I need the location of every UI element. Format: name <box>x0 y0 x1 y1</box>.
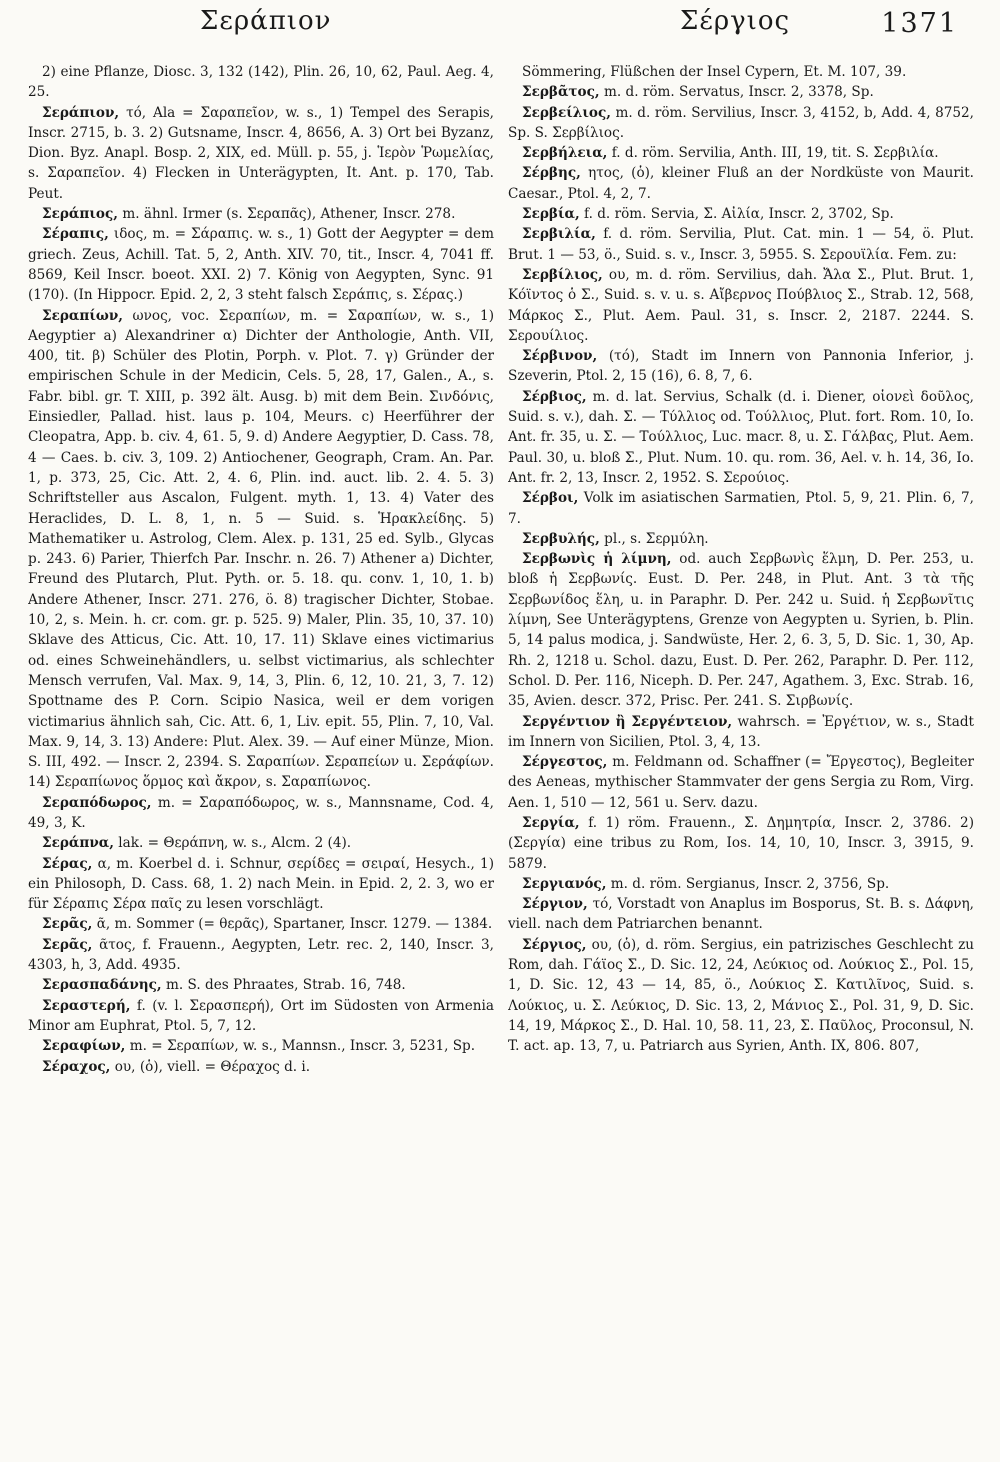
entry-headword: Σερᾶς, <box>42 936 93 953</box>
entry-headword: Σεργέντιον ἢ Σεργέντειον, <box>522 713 733 730</box>
entry-text: ητος, (ὁ), kleiner Fluß an der Nordküste von Maurit. Caesar., Ptol. 4, 2, 7. <box>508 165 974 202</box>
entry-headword: Σερβᾶτος, <box>522 84 600 101</box>
dictionary-entry <box>28 914 494 934</box>
entry-headword: Σερβίλιος, <box>522 266 603 283</box>
entry-headword: Σέρβοι, <box>522 490 579 507</box>
left-guide-word: Σεράπιον <box>200 6 332 36</box>
entry-headword: Σέραχος, <box>42 1058 111 1075</box>
entry-text: ου, (ὁ), viell. = Θέραχος d. i. <box>114 1058 311 1075</box>
entry-headword: Σερβείλιος, <box>522 104 611 121</box>
dictionary-entry <box>508 204 974 224</box>
dictionary-entry <box>508 265 974 346</box>
entry-text: τό, Ala = Σαραπεῖον, w. s., 1) Tempel des Serapis, Inscr. 2715, b. 3. 2) Gutsname, Inscr. 4, 8656, A. 3) Ort bei Byzanz, Dion. Byz. Anapl. Bosp. 2, XIX, ed. Müll. p. 55, j. Ἱερὸν Ῥωμελίας, s. Σαραπεῖον. 4) Flecken in Unterägypten, It. Ant. p. 170, Tab. Peut. <box>28 104 494 202</box>
entry-text: (τό), Stadt im Innern von Pannonia Inferior, j. Szeverin, Ptol. 2, 15 (16), 6. 8, 7, 6. <box>508 348 974 385</box>
entry-headword: Σέρβης, <box>522 165 581 182</box>
entry-headword: Σερβωνὶς ἡ λίμνη, <box>522 551 672 568</box>
entry-text: m. Feldmann od. Schaffner (= Ἔργεστος), Begleiter des Aeneas, mythischer Stammvater der gens Sergia zu Rom, Virg. Aen. 1, 510 — 12, 561 u. Serv. dazu. <box>508 754 974 811</box>
dictionary-entry <box>28 935 494 976</box>
dictionary-entry <box>508 813 974 874</box>
dictionary-entry <box>28 204 494 224</box>
entry-headword: Σεργιανός, <box>522 875 607 892</box>
entry-text: m. = Σαραπόδωρος, w. s., Mannsname, Cod. 4, 49, 3, K. <box>28 794 494 831</box>
dictionary-entry <box>28 975 494 995</box>
dictionary-entry <box>28 224 494 305</box>
entry-text: m. ähnl. Irmer (s. Σεραπᾶς), Athener, Inscr. 278. <box>122 206 456 223</box>
page-number: 1371 <box>881 8 958 39</box>
entry-headword: Σεραπόδωρος, <box>42 794 152 811</box>
entry-headword: Σεργία, <box>522 814 580 831</box>
entry-headword: Σεράπνα, <box>42 835 114 852</box>
dictionary-entry <box>508 549 974 711</box>
entry-headword: Σέργιον, <box>522 896 588 913</box>
entry-text: Volk im asiatischen Sarmatien, Ptol. 5, 9, 21. Plin. 6, 7, 7. <box>508 490 974 527</box>
entry-text: m. S. des Phraates, Strab. 16, 748. <box>166 977 406 994</box>
entry-headword: Σέραπις, <box>42 226 109 243</box>
entry-headword: Σερβυλής, <box>522 530 600 547</box>
dictionary-entry <box>28 103 494 204</box>
entry-text: f. d. röm. Servia, Σ. Αἰλία, Inscr. 2, 3702, Sp. <box>584 206 894 223</box>
entry-text: Sömmering, Flüßchen der Insel Cypern, Et. M. 107, 39. <box>522 64 907 80</box>
entry-text: f. d. röm. Servilia, Plut. Cat. min. 1 — 54, ö. Plut. Brut. 1 — 53, ö., Suid. s. v., Inscr. 3, 5955. S. Σερουϊλία. Fem. zu: <box>508 226 974 263</box>
entry-text: m. d. lat. Servius, Schalk (d. i. Diener, οἱονεὶ δοῦλος, Suid. s. v.), dah. Σ. — Τύλλιος od. Τούλλιος, Plut. fort. Rom. 10, Io. Ant. fr. 35, u. Σ. — Τούλλιος, Luc. macr. 8, u. Σ. Γάλβας, Plut. Aem. Paul. 30, u. bloß Σ., Plut. Num. 10. qu. rom. 36, Ael. v. h. 14, 36, Io. Ant. fr. 2, 13, Inscr. 2, 1952. S. Σερούιος. <box>508 388 974 486</box>
dictionary-entry <box>508 935 974 1057</box>
entry-text: f. 1) röm. Frauenn., Σ. Δημητρία, Inscr. 2, 3786. 2) (Σεργία) eine tribus zu Rom, Ios. 14, 10, 10, Inscr. 3, 3915, 9. 5879. <box>508 814 974 872</box>
dictionary-entry <box>508 894 974 935</box>
entry-text: m. d. röm. Sergianus, Inscr. 2, 3756, Sp. <box>610 875 890 892</box>
entry-text: od. auch Σερβωνὶς ἕλμη, D. Per. 253, u. bloß ἡ Σερβωνίς. Eust. D. Per. 248, in Plut. Ant. 3 τὰ τῆς Σερβωνίδος ἕλη, u. in Paraphr. D. Per. 242 u. Suid. ἡ Σερβωνῖτις λίμνη, See Unterägyptens, Grenze von Aegypten u. Syrien, b. Plin. 5, 14 palus modica, j. Sandwüste, Her. 2, 6. 3, 5, D. Sic. 1, 30, Ap. Rh. 2, 1218 u. Schol. dazu, Eust. D. Per. 262, Paraphr. D. Per. 112, Schol. D. Per. 116, Niceph. D. Per. 247, Agathem. 3, Exc. Strab. 16, 35, Avien. descr. 372, Prisc. Per. 241. S. Σιρβωνίς. <box>508 551 974 710</box>
entry-text: f. (v. l. Σερασπερή), Ort im Südosten von Armenia Minor am Euphrat, Ptol. 5, 7, 12. <box>28 997 494 1034</box>
dictionary-entry <box>28 306 494 793</box>
entry-headword: Σέργιος, <box>522 936 587 953</box>
entry-text: ιδος, m. = Σάραπις. w. s., 1) Gott der Aegypter = dem griech. Zeus, Achill. Tat. 5, 2, Anth. XIV. 70, tit., Inscr. 4, 7041 ff. 8569, Keil Inscr. boeot. XXI. 2) 7. König von Aegypten, Sync. 91 (170). (In Hippocr. Epid. 2, 2, 3 steht falsch Σεράπις, s. Σέρας.) <box>28 226 494 304</box>
entry-headword: Σερβήλεια, <box>522 145 608 162</box>
entry-headword: Σερᾶς, <box>42 916 93 933</box>
dictionary-entry <box>508 712 974 753</box>
dictionary-entry <box>508 62 974 82</box>
dictionary-entry <box>508 163 974 204</box>
dictionary-entry <box>508 346 974 387</box>
dictionary-entry <box>508 82 974 102</box>
left-column <box>28 62 494 1458</box>
entry-text: τό, Vorstadt von Anaplus im Bosporus, St. B. s. Δάφνη, viell. nach dem Patriarchen benannt. <box>508 896 974 933</box>
entry-text: wahrsch. = Ἐργέτιον, w. s., Stadt im Innern von Sicilien, Ptol. 3, 4, 13. <box>508 713 974 750</box>
dictionary-entry <box>508 143 974 163</box>
entry-headword: Σεραφίων, <box>42 1038 126 1055</box>
entry-headword: Σερβία, <box>522 206 580 223</box>
dictionary-entry <box>28 996 494 1037</box>
entry-headword: Σεραστερή, <box>42 997 131 1014</box>
entry-text: ωνος, voc. Σεραπίων, m. = Σαραπίων, w. s., 1) Aegyptier a) Alexandriner α) Dichter der Anthologie, Anth. VII, 400, tit. β) Schüler des Plotin, Porph. v. Plot. 7. γ) Gründer der empirischen Schule in der Medicin, Cels. 5, 28, 17, Galen., A., s. Fabr. bibl. gr. T. XIII, p. 392 ält. Ausg. b) mit dem Bein. Σινδόνις, Einsiedler, Pallad. hist. laus p. 104, Meurs. c) Heerführer der Cleopatra, App. b. civ. 4, 61. 5, 9. d) Andere Aegyptier, D. Cass. 78, 4 — Caes. b. civ. 3, 109. 2) Antiochener, Geograph, Cram. An. Par. 1, p. 373, 25, Cic. Att. 2, 4. 6, Plin. ind. auct. lib. 2. 4. 5. 3) Schriftsteller aus Ascalon, Fulgent. myth. 1, 13. 4) Vater des Heraclides, D. L. 8, 1, n. 5 — Suid. s. Ἡρακλείδης. 5) Mathematiker u. Astrolog, Clem. Alex. p. 131, 25 ed. Sylb., Glycas p. 243. 6) Parier, Thierfch Par. Inschr. n. 26. 7) Athener a) Dichter, Freund des Plutarch, Plut. Pyth. or. 5. 18. qu. conv. 1, 10, 1. b) Andere Athener, Inscr. 271. 276, ö. 8) tragischer Dichter, Stobae. 10, 2, s. Mein. h. cr. com. gr. p. 525. 9) Maler, Plin. 35, 10, 37. 10) Sklave des Atticus, Cic. Att. 10, 17. 11) Sklave eines victimarius od. eines Schweinehändlers, u. selbst victimarius, als schlechter Mensch verrufen, Val. Max. 9, 14, 3, Plin. 6, 12, 10. 21, 3, 7. 12) Spottname des P. Corn. Scipio Nasica, weil er dem vorigen victimarius ähnlich sah, Cic. Att. 6, 1, Liv. epit. 55, Plin. 7, 10, Val. Max. 9, 14, 3. 13) Andere: Plut. Alex. 39. — Auf einer Münze, Mion. S. III, 492. — Inscr. 2, 2394. S. Σαραπίων. Σεραπείων u. Σεράφίων. 14) Σεραπίωνος ὅρμος καὶ ἄκρον, s. Σαραπίωνος. <box>28 307 494 791</box>
right-column <box>508 62 974 1458</box>
entry-headword: Σεραπίων, <box>42 307 124 324</box>
entry-text: m. d. röm. Servilius, Inscr. 3, 4152, b, Add. 4, 8752, Sp. S. Σερβίλιος. <box>508 104 974 141</box>
entry-text: m. = Σεραπίων, w. s., Mannsn., Inscr. 3, 5231, Sp. <box>129 1038 476 1055</box>
dictionary-entry <box>28 793 494 834</box>
entry-text: 2) eine Pflanze, Diosc. 3, 132 (142), Plin. 26, 10, 62, Paul. Aeg. 4, 25. <box>28 64 494 101</box>
dictionary-entry <box>508 874 974 894</box>
entry-text: f. d. röm. Servilia, Anth. III, 19, tit. S. Σερβιλία. <box>611 145 939 162</box>
entry-text: α, m. Koerbel d. i. Schnur, σερίδες = σειραί, Hesych., 1) ein Philosoph, D. Cass. 68, 1. 2) nach Mein. in Epid. 2, 2. 3, wo er für Σέραπις Σέρα παῖς zu lesen vorschlägt. <box>28 855 494 913</box>
entry-headword: Σερασπαδάνης, <box>42 977 162 994</box>
entry-text: ου, m. d. röm. Servilius, dah. Ἄλα Σ., Plut. Brut. 1, Κόϊντος ὁ Σ., Suid. s. v. u. s. Αἴβερνος Πούβλιος Σ., Strab. 12, 568, Μάρκος Σ., Plut. Aem. Paul. 31, s. Inscr. 2, 2187. 2244. S. Σερουίλιος. <box>508 266 974 344</box>
dictionary-entry <box>28 1057 494 1077</box>
entry-headword: Σέρβινον, <box>522 348 598 365</box>
dictionary-entry <box>28 1036 494 1056</box>
entry-text: ᾶ, m. Sommer (= θερᾶς), Spartaner, Inscr. 1279. — 1384. <box>96 916 493 933</box>
entry-text: ᾶτος, f. Frauenn., Aegypten, Letr. rec. 2, 140, Inscr. 3, 4303, h, 3, Add. 4935. <box>28 936 494 974</box>
entry-headword: Σεράπιος, <box>42 206 118 223</box>
dictionary-entry <box>28 854 494 915</box>
entry-text: pl., s. Σερμύλη. <box>604 530 709 547</box>
dictionary-entry <box>508 488 974 529</box>
dictionary-entry <box>508 103 974 144</box>
dictionary-entry <box>508 752 974 813</box>
right-guide-word: Σέργιος <box>680 6 791 36</box>
dictionary-entry <box>508 529 974 549</box>
entry-text: ου, (ὁ), d. röm. Sergius, ein patrizisches Geschlecht zu Rom, dah. Γάϊος Σ., D. Sic. 12, 24, Λεύκιος od. Λούκιος Σ., Pol. 15, 1, D. Sic. 12, 43 — 14, 85, ö., Λούκιος Σ. Κατιλῖνος, Suid. s. Λούκιος, u. Σ. Λεύκιος, D. Sic. 13, 2, Μάνιος Σ., Pol. 31, 9, D. Sic. 14, 19, Μάρκος Σ., D. Hal. 10, 58. 11, 23, Σ. Παῦλος, Proconsul, N. T. act. ap. 13, 7, u. Patriarch aus Syrien, Anth. IX, 806. 807, <box>508 936 974 1055</box>
entry-text: m. d. röm. Servatus, Inscr. 2, 3378, Sp. <box>603 84 874 101</box>
entry-headword: Σεράπιον, <box>42 104 120 121</box>
entry-headword: Σερβιλία, <box>522 226 596 243</box>
dictionary-entry <box>28 62 494 103</box>
dictionary-entry <box>508 387 974 488</box>
dictionary-entry <box>28 833 494 853</box>
dictionary-entry <box>508 224 974 265</box>
entry-text: lak. = Θεράπνη, w. s., Alcm. 2 (4). <box>118 835 352 852</box>
entry-headword: Σέργεστος, <box>522 754 608 771</box>
entry-headword: Σέρας, <box>42 855 93 872</box>
entry-headword: Σέρβιος, <box>522 388 587 405</box>
